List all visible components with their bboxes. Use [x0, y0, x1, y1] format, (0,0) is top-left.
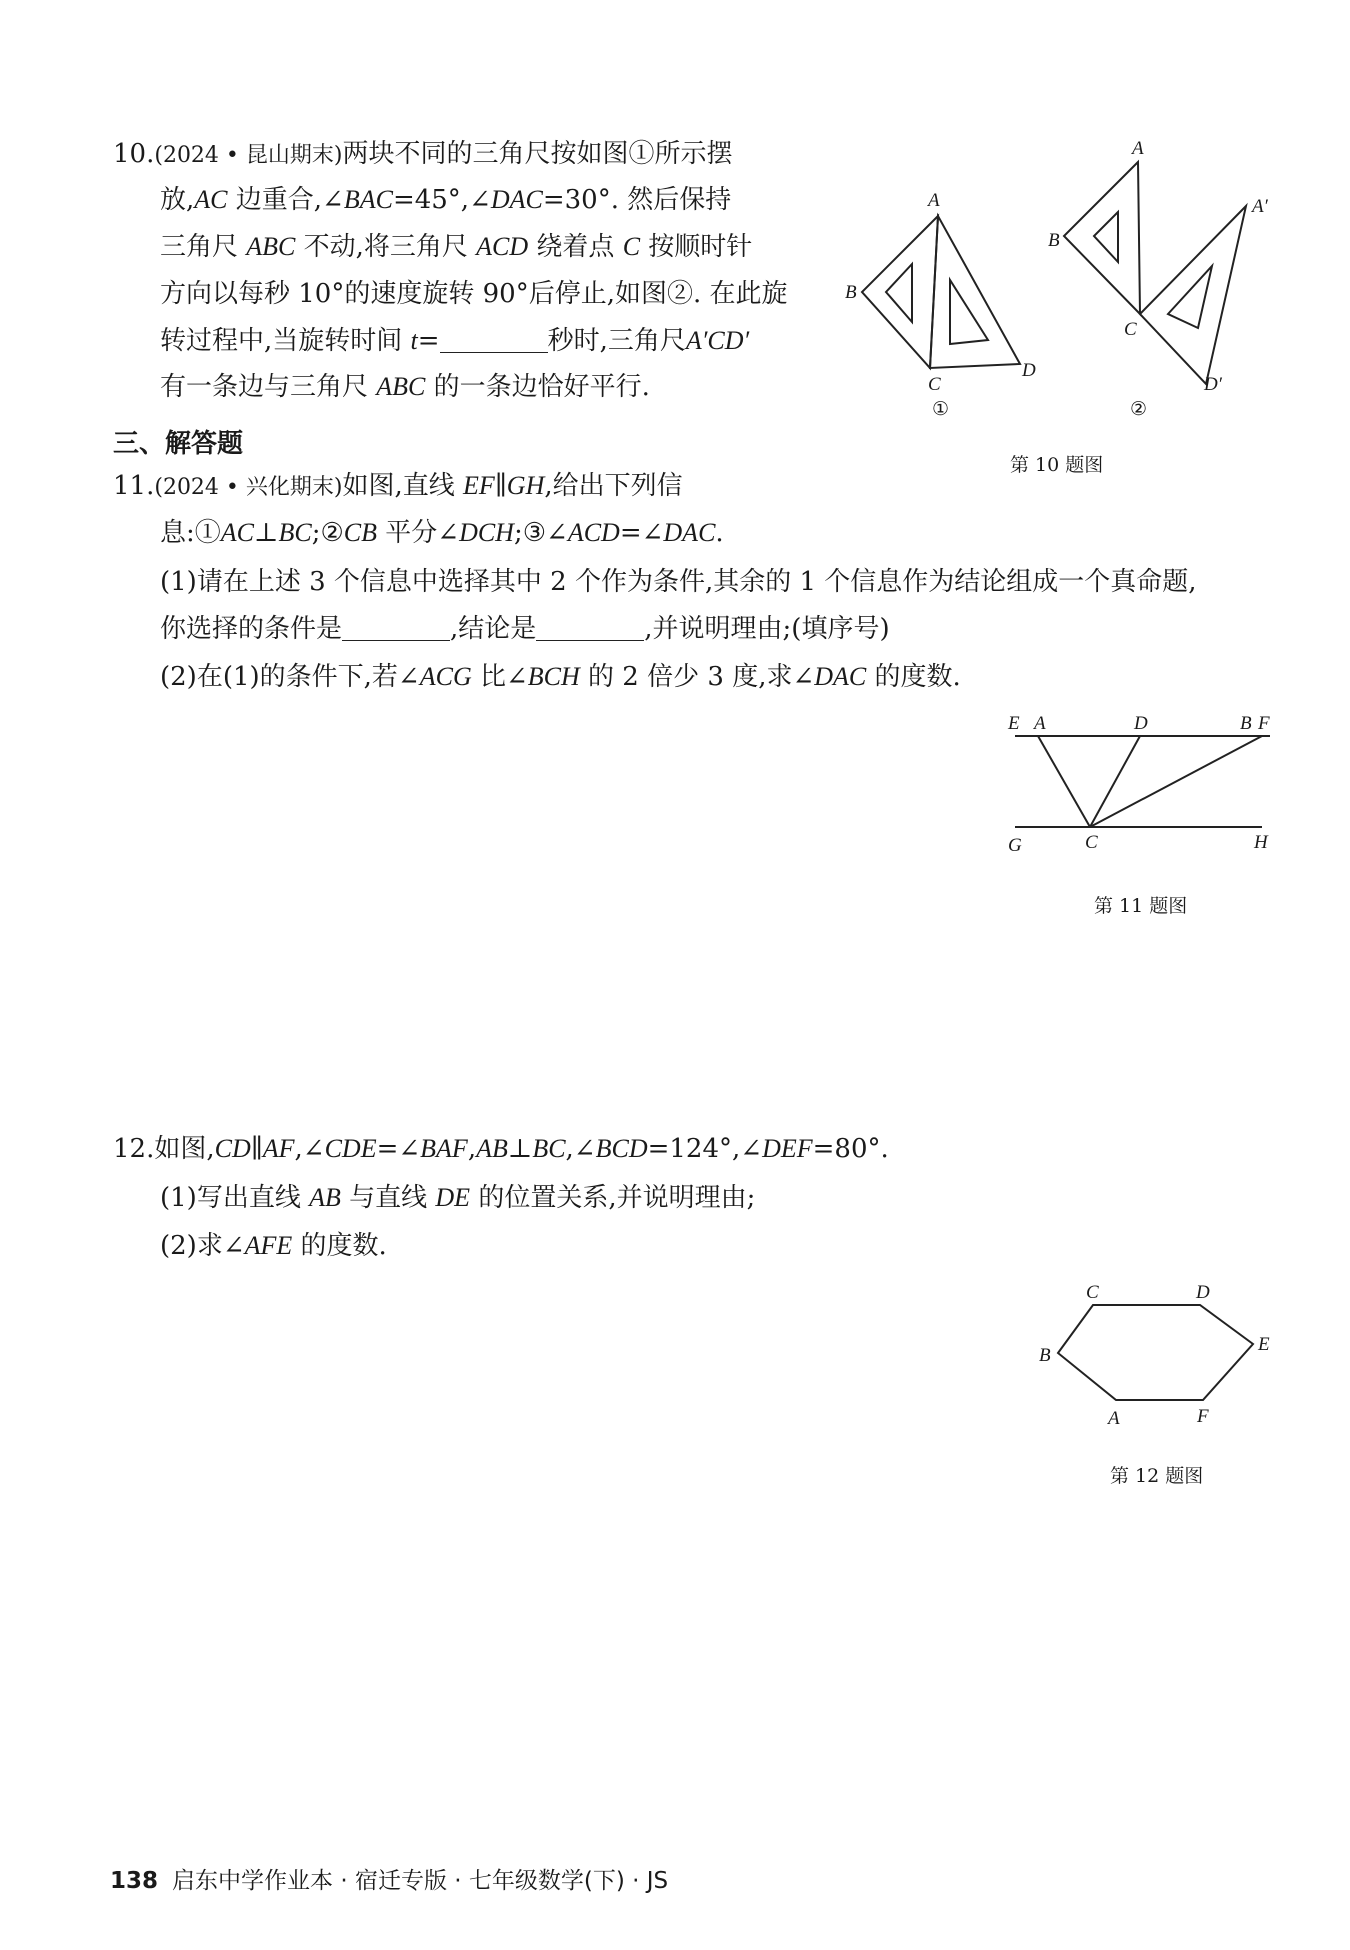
book-title: 启东中学作业本 · 宿迁专版 · 七年级数学(下) · JS	[172, 1868, 669, 1894]
fig10-2-label-c: C	[1124, 319, 1137, 340]
page-number: 138	[110, 1868, 159, 1894]
fig10-1-label-c: C	[928, 374, 941, 395]
fig11-label-d: D	[1134, 713, 1148, 734]
fig12-label-e: E	[1258, 1334, 1270, 1355]
fig10-2-label-d-prime: D′	[1204, 374, 1222, 395]
fig10-1-label-a: A	[928, 190, 940, 211]
fig10-2-label-b: B	[1048, 230, 1060, 251]
fig12-label-b: B	[1039, 1345, 1051, 1366]
fig12-label-d: D	[1196, 1282, 1210, 1303]
fig11-label-f: F	[1258, 713, 1270, 734]
q10-line-2: 放,AC 边重合,∠BAC=45°,∠DAC=30°. 然后保持	[160, 185, 732, 215]
q11-part1-line-2: 你选择的条件是 ,结论是 ,并说明理由;(填序号)	[160, 614, 890, 644]
q10-line-4: 方向以每秒 10°的速度旋转 90°后停止,如图②. 在此旋	[160, 279, 788, 309]
fig12-label-a: A	[1108, 1408, 1120, 1429]
fig10-1-label-d: D	[1022, 360, 1036, 381]
fig11-label-h: H	[1254, 832, 1268, 853]
q10-line-3: 三角尺 ABC 不动,将三角尺 ACD 绕着点 C 按顺时针	[160, 232, 753, 262]
fig10-2-label-a-prime: A′	[1252, 196, 1268, 217]
q10-line-6: 有一条边与三角尺 ABC 的一条边恰好平行.	[160, 372, 650, 402]
q12-part1: (1)写出直线 AB 与直线 DE 的位置关系,并说明理由;	[160, 1183, 756, 1213]
q11-line-2: 息:①AC⊥BC;②CB 平分∠DCH;③∠ACD=∠DAC.	[160, 518, 724, 548]
figure-10-caption: 第 10 题图	[1010, 454, 1104, 476]
q11-part2: (2)在(1)的条件下,若∠ACG 比∠BCH 的 2 倍少 3 度,求∠DAC 的度数.	[160, 662, 961, 692]
figure-12-caption: 第 12 题图	[1110, 1465, 1204, 1487]
q10-line-5: 转过程中,当旋转时间 t= 秒时,三角尺A′CD′	[160, 326, 750, 356]
fig10-2-label-a: A	[1132, 138, 1144, 159]
q11-line-1: 11.(2024 • 兴化期末)如图,直线 EF∥GH,给出下列信	[113, 471, 683, 501]
figure-11-caption: 第 11 题图	[1094, 895, 1188, 917]
fig10-1-label-b: B	[845, 282, 857, 303]
question-number: 11.	[113, 471, 155, 501]
figure-label-1: ①	[932, 399, 950, 420]
fig11-label-e: E	[1008, 713, 1020, 734]
section-heading: 三、解答题	[113, 429, 244, 459]
q12-line-1: 12.如图,CD∥AF,∠CDE=∠BAF,AB⊥BC,∠BCD=124°,∠DEF=80°.	[113, 1134, 889, 1164]
page-footer	[110, 1862, 668, 1895]
fig12-label-f: F	[1197, 1406, 1209, 1427]
q11-part1-line-1: (1)请在上述 3 个信息中选择其中 2 个作为条件,其余的 1 个信息作为结论组成一个真命题,	[160, 567, 1197, 597]
question-source: (2024 • 昆山期末)	[154, 143, 343, 168]
fig11-label-a: A	[1034, 713, 1046, 734]
fig12-label-c: C	[1086, 1282, 1099, 1303]
fig11-label-g: G	[1008, 835, 1022, 856]
figure-label-2: ②	[1130, 399, 1148, 420]
hexagon-abcdef	[1058, 1305, 1253, 1400]
question-number: 12.	[113, 1134, 155, 1164]
q12-part2: (2)求∠AFE 的度数.	[160, 1231, 387, 1261]
question-number: 10.	[113, 139, 155, 169]
fig11-label-b: B	[1240, 713, 1252, 734]
question-source: (2024 • 兴化期末)	[154, 475, 343, 500]
fig11-label-c: C	[1085, 832, 1098, 853]
q10-line-1: 10.(2024 • 昆山期末)两块不同的三角尺按如图①所示摆	[113, 139, 733, 169]
